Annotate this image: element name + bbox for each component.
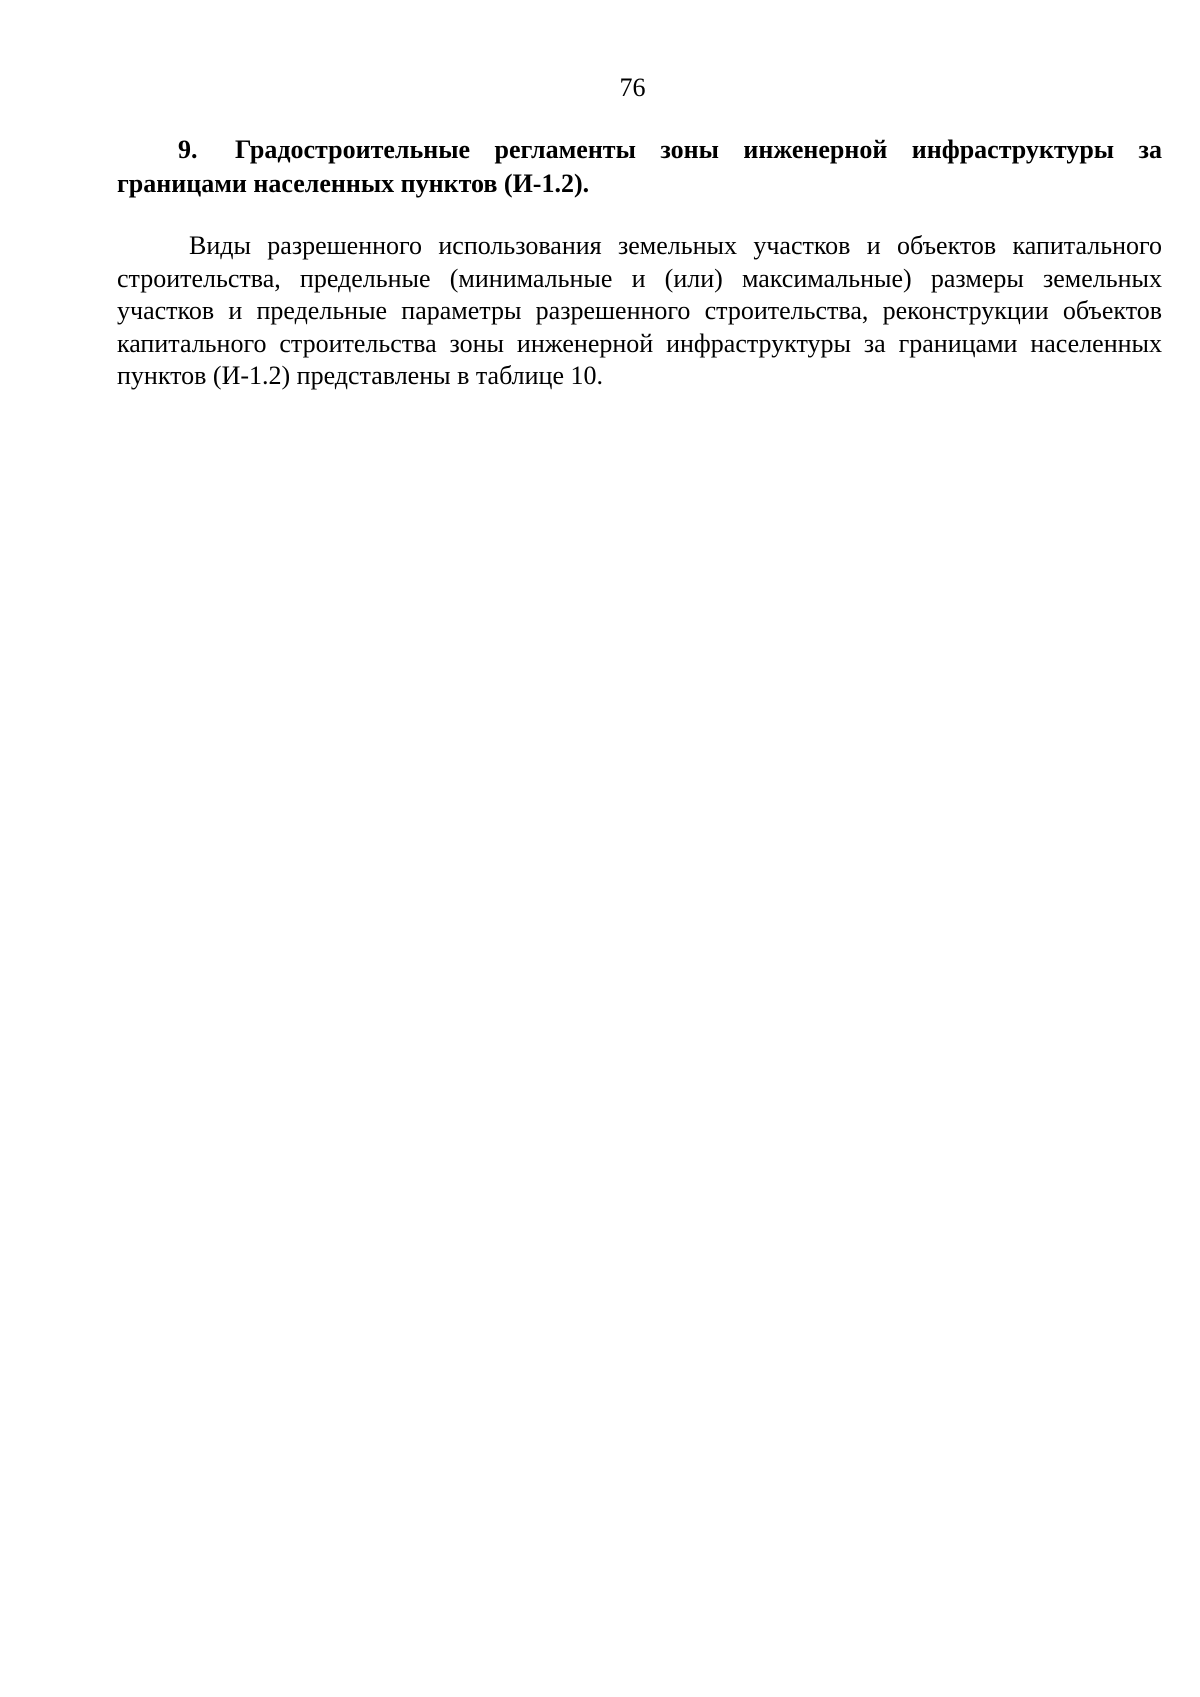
- body-paragraph: Виды разрешенного использования земельных участков и объектов капитального строительства, предельные (минимальные и (или) максимальные) размеры земельных участков и предельные параметры разрешенного строительства, реконструкции объектов капитального строительства зоны инженерной инфраструктуры за границами населенных пунктов (И-1.2) представлены в таблице 10.: [117, 231, 1162, 390]
- section-number: 9.: [178, 135, 198, 164]
- page-number: 76: [619, 73, 646, 102]
- section-heading: [117, 133, 1162, 201]
- section-title: Градостроительные регламенты зоны инженерной инфраструктуры за границами населенных пунктов (И-1.2).: [117, 135, 1162, 198]
